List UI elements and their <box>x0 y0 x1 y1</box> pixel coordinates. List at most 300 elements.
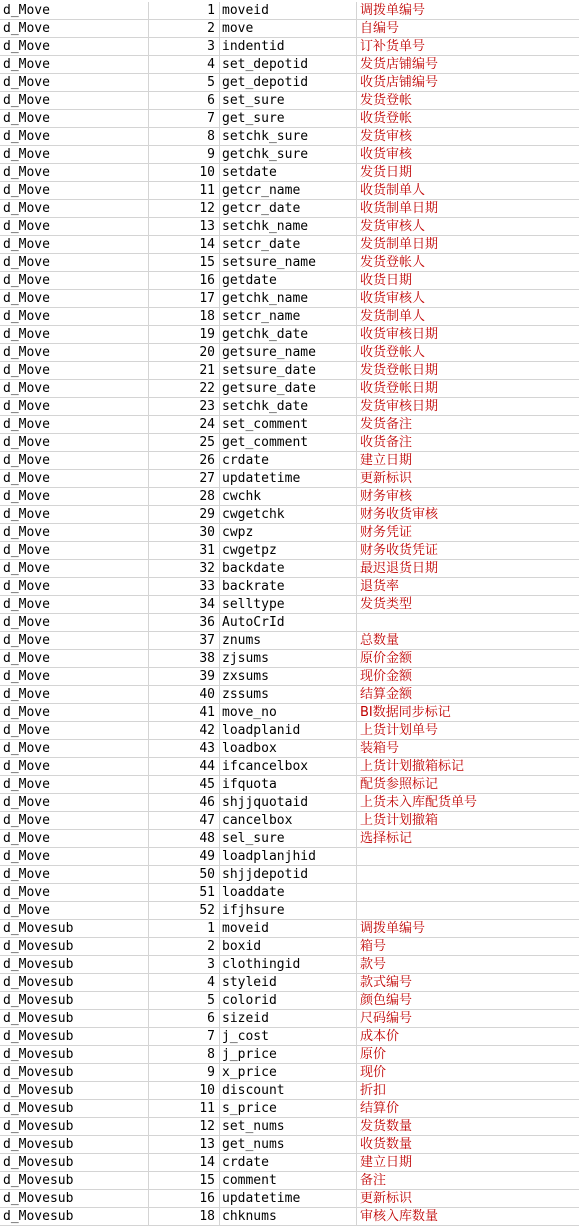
column-index-cell[interactable]: 10 <box>149 1082 220 1100</box>
field-name-cell[interactable]: loadplanjhid <box>220 848 357 866</box>
column-index-cell[interactable]: 4 <box>149 974 220 992</box>
column-index-cell[interactable]: 38 <box>149 650 220 668</box>
column-index-cell[interactable]: 18 <box>149 1208 220 1226</box>
table-name-cell[interactable]: d_Move <box>0 74 149 92</box>
description-cell[interactable]: 选择标记 <box>360 831 413 846</box>
table-row <box>0 1118 579 1136</box>
description-cell[interactable]: 成本价 <box>360 1029 400 1044</box>
table-row <box>0 146 579 164</box>
description-cell[interactable]: 最迟退货日期 <box>360 561 439 576</box>
field-name-cell[interactable]: get_comment <box>220 434 357 452</box>
table-name-cell[interactable]: d_Move <box>0 92 149 110</box>
column-index-cell[interactable]: 30 <box>149 524 220 542</box>
column-index-cell[interactable]: 7 <box>149 110 220 128</box>
description-cell[interactable]: 收货制单人 <box>360 183 426 198</box>
table-name-cell[interactable]: d_Move <box>0 2 149 20</box>
description-cell[interactable]: 原价 <box>360 1047 387 1062</box>
description-cell[interactable]: 财务收货审核 <box>360 507 439 522</box>
description-cell[interactable]: 收货审核日期 <box>360 327 439 342</box>
table-row <box>0 578 579 596</box>
column-index-cell[interactable]: 13 <box>149 218 220 236</box>
table-row <box>0 2 579 20</box>
description-cell[interactable]: 自编号 <box>360 21 400 36</box>
description-cell[interactable]: 箱号 <box>360 939 387 954</box>
field-name-cell[interactable]: backdate <box>220 560 357 578</box>
table-row <box>0 668 579 686</box>
column-index-cell[interactable]: 19 <box>149 326 220 344</box>
field-name-cell[interactable]: cwgetchk <box>220 506 357 524</box>
field-name-cell[interactable]: crdate <box>220 1154 357 1172</box>
table-name-cell[interactable]: d_Move <box>0 200 149 218</box>
table-name-cell[interactable]: d_Move <box>0 434 149 452</box>
description-cell[interactable]: 配货参照标记 <box>360 777 439 792</box>
column-index-cell[interactable]: 4 <box>149 56 220 74</box>
column-index-cell[interactable]: 51 <box>149 884 220 902</box>
table-row <box>0 1100 579 1118</box>
description-cell[interactable] <box>357 884 579 902</box>
column-index-cell[interactable]: 36 <box>149 614 220 632</box>
column-index-cell[interactable]: 42 <box>149 722 220 740</box>
description-cell[interactable]: 收货数量 <box>360 1137 413 1152</box>
column-index-cell[interactable]: 40 <box>149 686 220 704</box>
field-name-cell[interactable]: moveid <box>220 2 357 20</box>
table-name-cell[interactable]: d_Move <box>0 398 149 416</box>
table-name-cell[interactable]: d_Movesub <box>0 1100 149 1118</box>
description-cell[interactable]: 财务审核 <box>360 489 413 504</box>
description-cell[interactable]: 上货未入库配货单号 <box>360 795 478 810</box>
table-name-cell[interactable]: d_Movesub <box>0 974 149 992</box>
column-index-cell[interactable]: 34 <box>149 596 220 614</box>
description-cell[interactable] <box>357 848 579 866</box>
table-name-cell[interactable]: d_Move <box>0 326 149 344</box>
description-cell[interactable]: 尺码编号 <box>360 1011 413 1026</box>
field-name-cell[interactable]: s_price <box>220 1100 357 1118</box>
field-name-cell[interactable]: zjsums <box>220 650 357 668</box>
description-cell[interactable]: 收货登帐人 <box>360 345 426 360</box>
field-name-cell[interactable]: getchk_name <box>220 290 357 308</box>
description-cell[interactable]: 颜色编号 <box>360 993 413 1008</box>
column-index-cell[interactable]: 12 <box>149 1118 220 1136</box>
description-cell[interactable]: 发货备注 <box>360 417 413 432</box>
column-index-cell[interactable]: 14 <box>149 236 220 254</box>
table-name-cell[interactable]: d_Move <box>0 110 149 128</box>
table-row <box>0 470 579 488</box>
column-index-cell[interactable]: 47 <box>149 812 220 830</box>
description-cell[interactable]: 总数量 <box>360 633 400 648</box>
description-cell[interactable] <box>357 614 579 632</box>
column-index-cell[interactable]: 43 <box>149 740 220 758</box>
table-name-cell[interactable]: d_Move <box>0 560 149 578</box>
table-row <box>0 56 579 74</box>
column-index-cell[interactable]: 9 <box>149 146 220 164</box>
table-row <box>0 614 579 632</box>
field-name-cell[interactable]: set_depotid <box>220 56 357 74</box>
description-cell[interactable] <box>357 902 579 920</box>
field-name-cell[interactable]: zxsums <box>220 668 357 686</box>
column-index-cell[interactable]: 23 <box>149 398 220 416</box>
column-index-cell[interactable]: 24 <box>149 416 220 434</box>
field-name-cell[interactable]: setchk_sure <box>220 128 357 146</box>
field-name-cell[interactable]: setchk_date <box>220 398 357 416</box>
field-name-cell[interactable]: indentid <box>220 38 357 56</box>
description-cell[interactable]: BI数据同步标记 <box>360 705 451 720</box>
description-cell[interactable]: 装箱号 <box>360 741 400 756</box>
field-name-cell[interactable]: sizeid <box>220 1010 357 1028</box>
table-row <box>0 20 579 38</box>
table-row <box>0 722 579 740</box>
field-name-cell[interactable]: selltype <box>220 596 357 614</box>
description-cell[interactable]: 收货登帐日期 <box>360 381 439 396</box>
column-index-cell[interactable]: 37 <box>149 632 220 650</box>
description-cell[interactable]: 发货制单日期 <box>360 237 439 252</box>
field-name-cell[interactable]: chknums <box>220 1208 357 1226</box>
description-cell[interactable]: 退货率 <box>360 579 400 594</box>
table-row <box>0 920 579 938</box>
field-name-cell[interactable]: clothingid <box>220 956 357 974</box>
description-cell[interactable]: 发货登帐 <box>360 93 413 108</box>
column-index-cell[interactable]: 45 <box>149 776 220 794</box>
description-cell[interactable]: 发货制单人 <box>360 309 426 324</box>
table-row <box>0 542 579 560</box>
column-index-cell[interactable]: 33 <box>149 578 220 596</box>
table-name-cell[interactable]: d_Move <box>0 506 149 524</box>
column-index-cell[interactable]: 15 <box>149 1172 220 1190</box>
column-index-cell[interactable]: 39 <box>149 668 220 686</box>
table-name-cell[interactable]: d_Move <box>0 794 149 812</box>
table-row <box>0 1208 579 1226</box>
column-index-cell[interactable]: 17 <box>149 290 220 308</box>
field-name-cell[interactable]: getchk_sure <box>220 146 357 164</box>
column-index-cell[interactable]: 16 <box>149 1190 220 1208</box>
column-index-cell[interactable]: 12 <box>149 200 220 218</box>
table-name-cell[interactable]: d_Move <box>0 524 149 542</box>
table-name-cell[interactable]: d_Movesub <box>0 1154 149 1172</box>
field-name-cell[interactable]: comment <box>220 1172 357 1190</box>
field-name-cell[interactable]: set_comment <box>220 416 357 434</box>
table-name-cell[interactable]: d_Movesub <box>0 1046 149 1064</box>
field-name-cell[interactable]: cancelbox <box>220 812 357 830</box>
table-name-cell[interactable]: d_Move <box>0 632 149 650</box>
description-cell[interactable]: 建立日期 <box>360 453 413 468</box>
table-name-cell[interactable]: d_Movesub <box>0 1010 149 1028</box>
field-name-cell[interactable]: set_sure <box>220 92 357 110</box>
field-name-cell[interactable]: getdate <box>220 272 357 290</box>
description-cell[interactable] <box>357 866 579 884</box>
field-name-cell[interactable]: boxid <box>220 938 357 956</box>
field-name-cell[interactable]: loadplanid <box>220 722 357 740</box>
description-cell[interactable]: 财务凭证 <box>360 525 413 540</box>
table-name-cell[interactable]: d_Move <box>0 614 149 632</box>
description-cell[interactable]: 收货日期 <box>360 273 413 288</box>
column-index-cell[interactable]: 14 <box>149 1154 220 1172</box>
description-cell[interactable]: 收货店铺编号 <box>360 75 439 90</box>
table-name-cell[interactable]: d_Move <box>0 380 149 398</box>
field-name-cell[interactable]: discount <box>220 1082 357 1100</box>
table-name-cell[interactable]: d_Move <box>0 254 149 272</box>
column-index-cell[interactable]: 11 <box>149 1100 220 1118</box>
description-cell[interactable]: 现价 <box>360 1065 387 1080</box>
table-name-cell[interactable]: d_Movesub <box>0 992 149 1010</box>
description-cell[interactable]: 发货日期 <box>360 165 413 180</box>
field-name-cell[interactable]: move <box>220 20 357 38</box>
table-name-cell[interactable]: d_Move <box>0 830 149 848</box>
table-name-cell[interactable]: d_Movesub <box>0 1190 149 1208</box>
field-name-cell[interactable]: styleid <box>220 974 357 992</box>
column-index-cell[interactable]: 41 <box>149 704 220 722</box>
table-name-cell[interactable]: d_Move <box>0 308 149 326</box>
table-name-cell[interactable]: d_Move <box>0 164 149 182</box>
column-index-cell[interactable]: 27 <box>149 470 220 488</box>
table-name-cell[interactable]: d_Movesub <box>0 1028 149 1046</box>
description-cell[interactable]: 备注 <box>360 1173 387 1188</box>
column-index-cell[interactable]: 15 <box>149 254 220 272</box>
description-cell[interactable]: 发货登帐人 <box>360 255 426 270</box>
description-cell[interactable]: 款式编号 <box>360 975 413 990</box>
table-name-cell[interactable]: d_Movesub <box>0 1082 149 1100</box>
description-cell[interactable]: 上货计划单号 <box>360 723 439 738</box>
field-name-cell[interactable]: get_depotid <box>220 74 357 92</box>
table-name-cell[interactable]: d_Move <box>0 56 149 74</box>
description-cell[interactable]: 上货计划撤箱标记 <box>360 759 465 774</box>
table-row <box>0 686 579 704</box>
column-index-cell[interactable]: 28 <box>149 488 220 506</box>
table-name-cell[interactable]: d_Move <box>0 470 149 488</box>
table-name-cell[interactable]: d_Move <box>0 290 149 308</box>
description-cell[interactable]: 收货审核人 <box>360 291 426 306</box>
table-name-cell[interactable]: d_Move <box>0 848 149 866</box>
description-cell[interactable]: 发货审核 <box>360 129 413 144</box>
column-index-cell[interactable]: 21 <box>149 362 220 380</box>
table-row <box>0 884 579 902</box>
column-index-cell[interactable]: 3 <box>149 38 220 56</box>
table-name-cell[interactable]: d_Move <box>0 128 149 146</box>
column-index-cell[interactable]: 5 <box>149 74 220 92</box>
table-name-cell[interactable]: d_Move <box>0 776 149 794</box>
column-index-cell[interactable]: 2 <box>149 938 220 956</box>
column-index-cell[interactable]: 18 <box>149 308 220 326</box>
description-cell[interactable]: 现价金额 <box>360 669 413 684</box>
field-name-cell[interactable]: j_cost <box>220 1028 357 1046</box>
table-row <box>0 812 579 830</box>
column-index-cell[interactable]: 3 <box>149 956 220 974</box>
column-index-cell[interactable]: 6 <box>149 92 220 110</box>
column-index-cell[interactable]: 32 <box>149 560 220 578</box>
description-cell[interactable]: 建立日期 <box>360 1155 413 1170</box>
field-name-cell[interactable]: loadbox <box>220 740 357 758</box>
table-name-cell[interactable]: d_Movesub <box>0 938 149 956</box>
table-row <box>0 218 579 236</box>
field-name-cell[interactable]: ifjhsure <box>220 902 357 920</box>
field-name-cell[interactable]: get_nums <box>220 1136 357 1154</box>
field-name-cell[interactable]: shjjquotaid <box>220 794 357 812</box>
column-index-cell[interactable]: 6 <box>149 1010 220 1028</box>
table-name-cell[interactable]: d_Movesub <box>0 956 149 974</box>
column-index-cell[interactable]: 8 <box>149 1046 220 1064</box>
description-cell[interactable]: 订补货单号 <box>360 39 426 54</box>
field-name-cell[interactable]: get_sure <box>220 110 357 128</box>
table-row <box>0 1136 579 1154</box>
table-name-cell[interactable]: d_Move <box>0 686 149 704</box>
field-name-cell[interactable]: sel_sure <box>220 830 357 848</box>
table-name-cell[interactable]: d_Move <box>0 542 149 560</box>
table-row <box>0 1172 579 1190</box>
field-name-cell[interactable]: shjjdepotid <box>220 866 357 884</box>
field-name-cell[interactable]: setcr_name <box>220 308 357 326</box>
field-name-cell[interactable]: j_price <box>220 1046 357 1064</box>
field-name-cell[interactable]: setdate <box>220 164 357 182</box>
column-index-cell[interactable]: 5 <box>149 992 220 1010</box>
table-name-cell[interactable]: d_Move <box>0 866 149 884</box>
field-name-cell[interactable]: getsure_name <box>220 344 357 362</box>
table-name-cell[interactable]: d_Move <box>0 884 149 902</box>
column-index-cell[interactable]: 9 <box>149 1064 220 1082</box>
field-name-cell[interactable]: colorid <box>220 992 357 1010</box>
description-cell[interactable]: 结算金额 <box>360 687 413 702</box>
description-cell[interactable]: 发货审核日期 <box>360 399 439 414</box>
description-cell[interactable]: 收货审核 <box>360 147 413 162</box>
table-name-cell[interactable]: d_Move <box>0 668 149 686</box>
field-name-cell[interactable]: moveid <box>220 920 357 938</box>
table-name-cell[interactable]: d_Move <box>0 38 149 56</box>
column-index-cell[interactable]: 22 <box>149 380 220 398</box>
table-name-cell[interactable]: d_Move <box>0 488 149 506</box>
field-name-cell[interactable]: setsure_name <box>220 254 357 272</box>
column-index-cell[interactable]: 26 <box>149 452 220 470</box>
table-name-cell[interactable]: d_Move <box>0 20 149 38</box>
field-name-cell[interactable]: AutoCrId <box>220 614 357 632</box>
table-name-cell[interactable]: d_Movesub <box>0 1064 149 1082</box>
column-index-cell[interactable]: 10 <box>149 164 220 182</box>
field-name-cell[interactable]: move_no <box>220 704 357 722</box>
column-index-cell[interactable]: 25 <box>149 434 220 452</box>
column-index-cell[interactable]: 44 <box>149 758 220 776</box>
field-name-cell[interactable]: loaddate <box>220 884 357 902</box>
field-name-cell[interactable]: getsure_date <box>220 380 357 398</box>
description-cell[interactable]: 审核入库数量 <box>360 1209 439 1224</box>
column-index-cell[interactable]: 48 <box>149 830 220 848</box>
table-row <box>0 740 579 758</box>
column-index-cell[interactable]: 29 <box>149 506 220 524</box>
column-index-cell[interactable]: 46 <box>149 794 220 812</box>
field-name-cell[interactable]: ifquota <box>220 776 357 794</box>
description-cell[interactable]: 发货审核人 <box>360 219 426 234</box>
table-name-cell[interactable]: d_Movesub <box>0 1136 149 1154</box>
field-name-cell[interactable]: set_nums <box>220 1118 357 1136</box>
table-name-cell[interactable]: d_Move <box>0 452 149 470</box>
description-cell[interactable]: 结算价 <box>360 1101 400 1116</box>
table-row <box>0 434 579 452</box>
table-name-cell[interactable]: d_Move <box>0 596 149 614</box>
description-cell[interactable]: 原价金额 <box>360 651 413 666</box>
field-name-cell[interactable]: updatetime <box>220 470 357 488</box>
description-cell[interactable]: 调拨单编号 <box>360 3 426 18</box>
field-name-cell[interactable]: backrate <box>220 578 357 596</box>
table-row <box>0 758 579 776</box>
column-index-cell[interactable]: 8 <box>149 128 220 146</box>
description-cell[interactable]: 发货登帐日期 <box>360 363 439 378</box>
table-name-cell[interactable]: d_Move <box>0 902 149 920</box>
column-index-cell[interactable]: 20 <box>149 344 220 362</box>
field-name-cell[interactable]: cwgetpz <box>220 542 357 560</box>
table-name-cell[interactable]: d_Move <box>0 218 149 236</box>
field-name-cell[interactable]: crdate <box>220 452 357 470</box>
table-name-cell[interactable]: d_Move <box>0 272 149 290</box>
field-name-cell[interactable]: setcr_date <box>220 236 357 254</box>
description-cell[interactable]: 折扣 <box>360 1083 387 1098</box>
description-cell[interactable]: 款号 <box>360 957 387 972</box>
table-row <box>0 524 579 542</box>
field-name-cell[interactable]: cwpz <box>220 524 357 542</box>
description-cell[interactable]: 财务收货凭证 <box>360 543 439 558</box>
description-cell[interactable]: 上货计划撤箱 <box>360 813 439 828</box>
column-index-cell[interactable]: 1 <box>149 2 220 20</box>
table-row <box>0 488 579 506</box>
field-name-cell[interactable]: cwchk <box>220 488 357 506</box>
description-cell[interactable]: 收货制单日期 <box>360 201 439 216</box>
description-cell[interactable]: 更新标识 <box>360 1191 413 1206</box>
table-name-cell[interactable]: d_Move <box>0 812 149 830</box>
column-index-cell[interactable]: 2 <box>149 20 220 38</box>
field-name-cell[interactable]: setchk_name <box>220 218 357 236</box>
table-name-cell[interactable]: d_Move <box>0 182 149 200</box>
column-index-cell[interactable]: 52 <box>149 902 220 920</box>
field-name-cell[interactable]: setsure_date <box>220 362 357 380</box>
table-name-cell[interactable]: d_Move <box>0 236 149 254</box>
description-cell[interactable]: 调拨单编号 <box>360 921 426 936</box>
table-name-cell[interactable]: d_Move <box>0 740 149 758</box>
table-name-cell[interactable]: d_Movesub <box>0 1118 149 1136</box>
description-cell[interactable]: 更新标识 <box>360 471 413 486</box>
table-name-cell[interactable]: d_Move <box>0 704 149 722</box>
column-index-cell[interactable]: 50 <box>149 866 220 884</box>
table-name-cell[interactable]: d_Move <box>0 758 149 776</box>
table-name-cell[interactable]: d_Move <box>0 416 149 434</box>
table-name-cell[interactable]: d_Move <box>0 146 149 164</box>
table-name-cell[interactable]: d_Movesub <box>0 1172 149 1190</box>
field-name-cell[interactable]: getcr_name <box>220 182 357 200</box>
column-index-cell[interactable]: 7 <box>149 1028 220 1046</box>
field-name-cell[interactable]: x_price <box>220 1064 357 1082</box>
description-cell[interactable]: 收货备注 <box>360 435 413 450</box>
column-index-cell[interactable]: 1 <box>149 920 220 938</box>
description-cell[interactable]: 收货登帐 <box>360 111 413 126</box>
description-cell[interactable]: 发货数量 <box>360 1119 413 1134</box>
field-name-cell[interactable]: getcr_date <box>220 200 357 218</box>
table-name-cell[interactable]: d_Move <box>0 650 149 668</box>
table-name-cell[interactable]: d_Movesub <box>0 920 149 938</box>
table-name-cell[interactable]: d_Move <box>0 578 149 596</box>
column-index-cell[interactable]: 11 <box>149 182 220 200</box>
table-row <box>0 452 579 470</box>
field-name-cell[interactable]: getchk_date <box>220 326 357 344</box>
field-name-cell[interactable]: updatetime <box>220 1190 357 1208</box>
field-name-cell[interactable]: zssums <box>220 686 357 704</box>
column-index-cell[interactable]: 16 <box>149 272 220 290</box>
field-name-cell[interactable]: ifcancelbox <box>220 758 357 776</box>
table-name-cell[interactable]: d_Movesub <box>0 1208 149 1226</box>
table-row <box>0 902 579 920</box>
column-index-cell[interactable]: 13 <box>149 1136 220 1154</box>
description-cell[interactable]: 发货类型 <box>360 597 413 612</box>
table-name-cell[interactable]: d_Move <box>0 362 149 380</box>
table-name-cell[interactable]: d_Move <box>0 722 149 740</box>
table-row <box>0 380 579 398</box>
column-index-cell[interactable]: 31 <box>149 542 220 560</box>
column-index-cell[interactable]: 49 <box>149 848 220 866</box>
field-name-cell[interactable]: znums <box>220 632 357 650</box>
description-cell[interactable]: 发货店铺编号 <box>360 57 439 72</box>
table-name-cell[interactable]: d_Move <box>0 344 149 362</box>
